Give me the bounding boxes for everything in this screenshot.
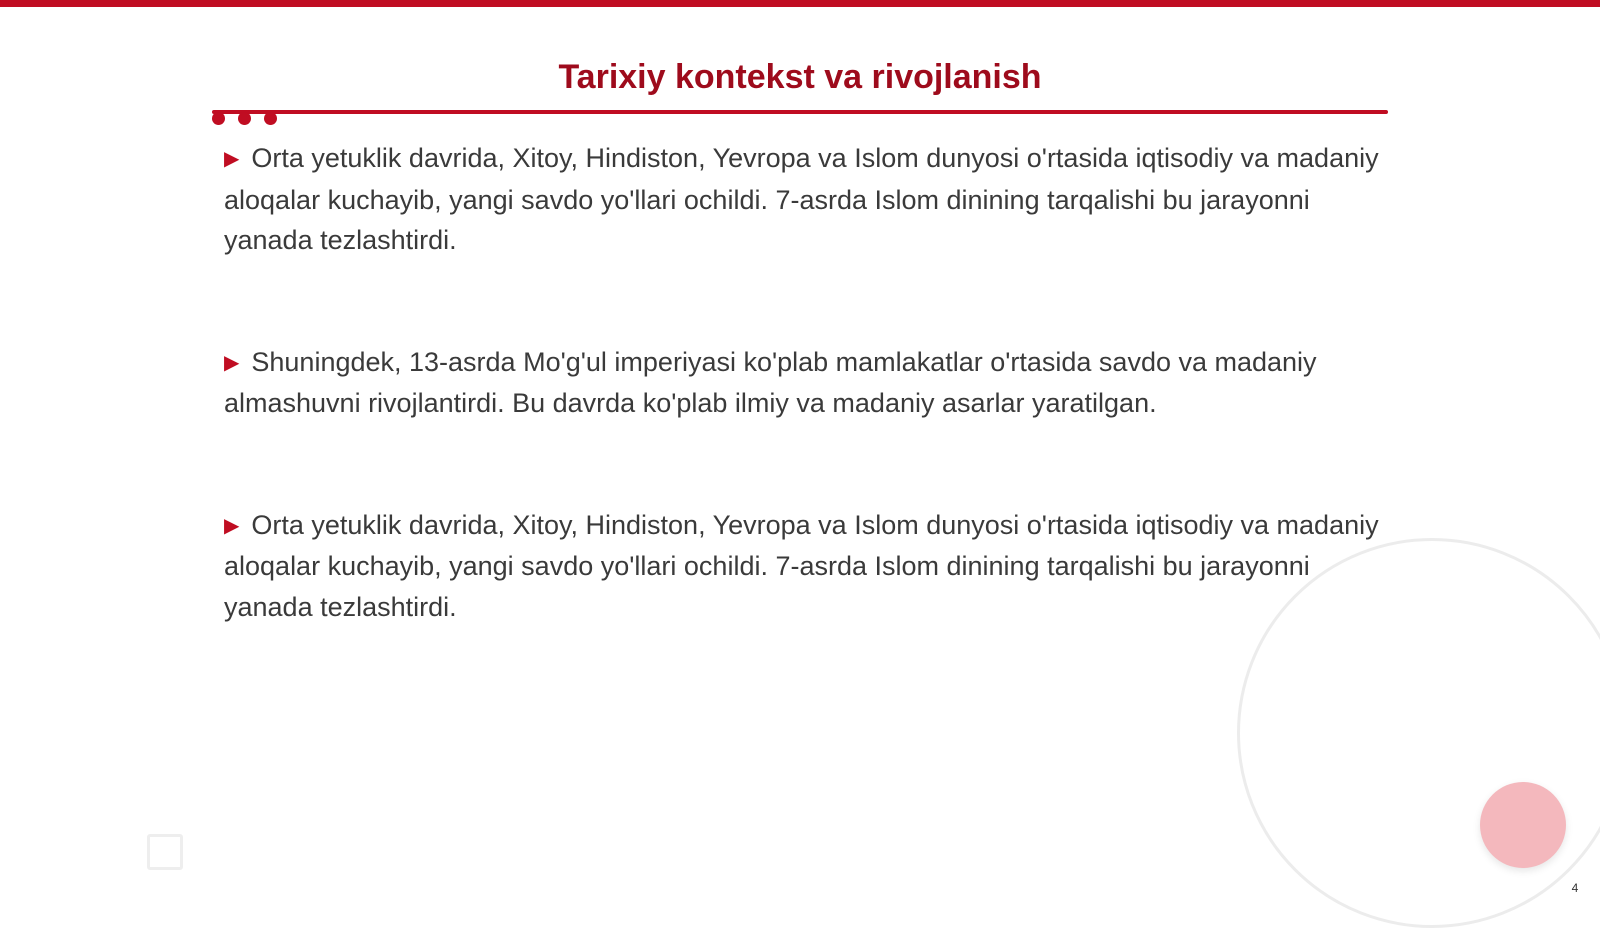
title-underline xyxy=(212,110,1388,114)
bullet-item xyxy=(224,342,1384,424)
bullet-item xyxy=(224,505,1384,628)
slide-title: Tarixiy kontekst va rivojlanish xyxy=(558,58,1042,96)
decorative-circle xyxy=(1480,782,1566,868)
bullet-text: Orta yetuklik davrida, Xitoy, Hindiston, Yevropa va Islom dunyosi o'rtasida iqtisodiy va madaniy aloqalar kuchayib, yangi savdo yo'llari ochildi. 7-asrda Islom dinining tarqalishi bu jarayonni yanada tezlashtirdi. xyxy=(224,143,1379,255)
decor-dot xyxy=(238,112,251,125)
bullet-list xyxy=(224,138,1384,627)
decor-dot xyxy=(264,112,277,125)
decorative-square xyxy=(147,834,183,870)
bullet-text: Orta yetuklik davrida, Xitoy, Hindiston, Yevropa va Islom dunyosi o'rtasida iqtisodiy va madaniy aloqalar kuchayib, yangi savdo yo'llari ochildi. 7-asrda Islom dinining tarqalishi bu jarayonni yanada tezlashtirdi. xyxy=(224,509,1379,622)
decorative-ring xyxy=(1237,538,1600,928)
play-triangle-icon: ▶ xyxy=(224,351,240,374)
play-triangle-icon: ▶ xyxy=(224,514,240,537)
bullet-text: Shuningdek, 13-asrda Mo'g'ul imperiyasi ko'plab mamlakatlar o'rtasida savdo va madaniy almashuvni rivojlantirdi. Bu davrda ko'plab ilmiy va madaniy asarlar yaratilgan. xyxy=(224,346,1317,418)
top-accent-bar xyxy=(0,0,1600,7)
page-number: 4 xyxy=(1571,881,1579,895)
decor-dot xyxy=(212,112,225,125)
play-triangle-icon: ▶ xyxy=(224,148,240,170)
bullet-item xyxy=(224,138,1384,261)
